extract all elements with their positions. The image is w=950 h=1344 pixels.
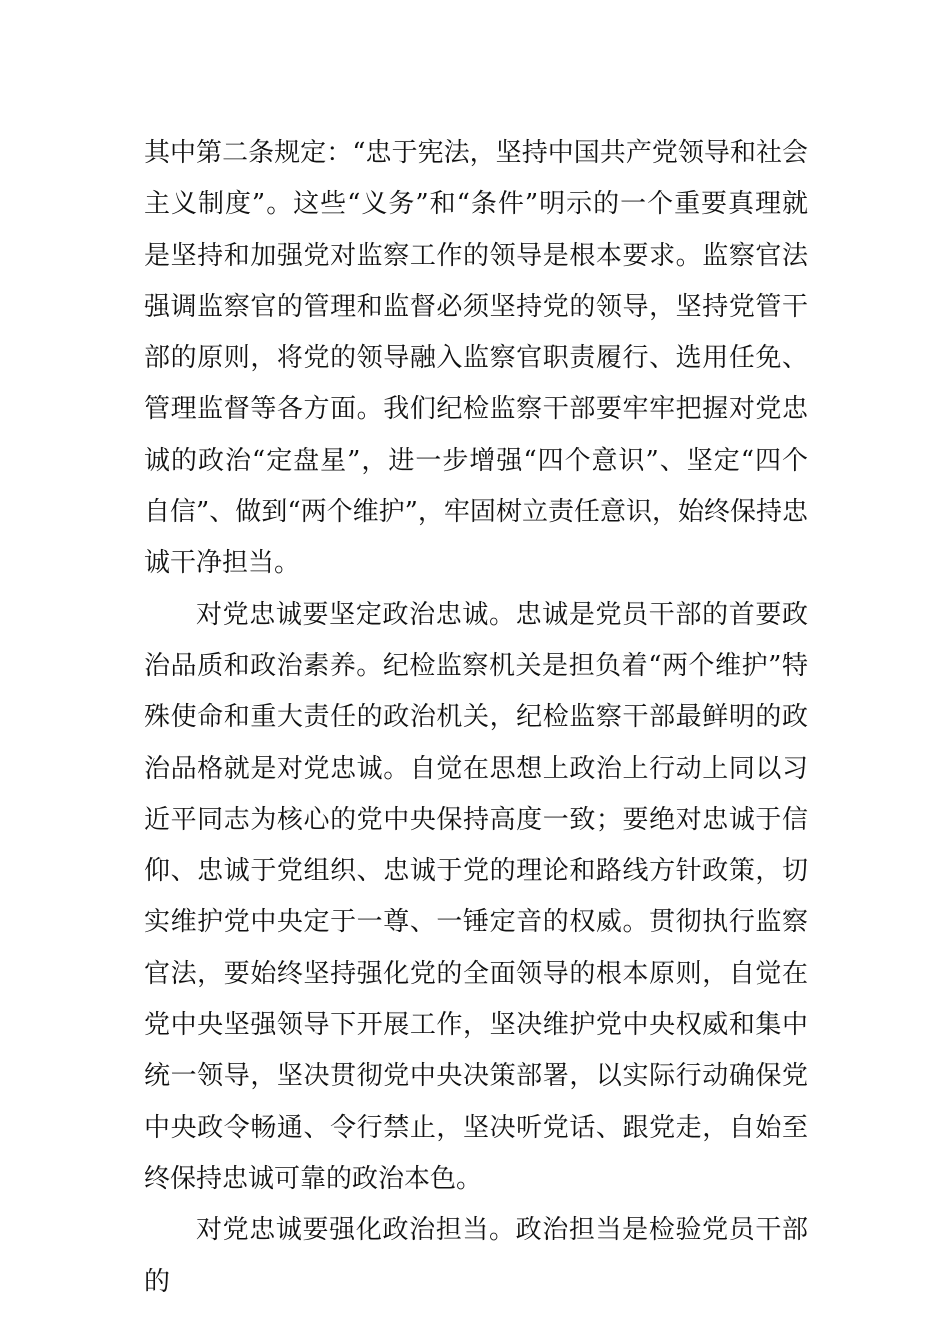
paragraph-continuation: 其中第二条规定：“忠于宪法，坚持中国共产党领导和社会主义制度”。这些“义务”和“条件”明示的一个重要真理就是坚持和加强党对监察工作的领导是根本要求。监察官法强调监察官的管理和监督必须坚持党的领导，坚持党管干部的原则，将党的领导融入监察官职责履行、选用任免、管理监督等各方面。我们纪检监察干部要牢牢把握对党忠诚的政治“定盘星”，进一步增强“四个意识”、坚定“四个自信”、做到“两个维护”，牢固树立责任意识，始终保持忠诚干净担当。 bbox=[144, 138, 808, 579]
document-body bbox=[144, 128, 808, 1308]
paragraph-political-loyalty: 对党忠诚要坚定政治忠诚。忠诚是党员干部的首要政治品质和政治素养。纪检监察机关是担负着“两个维护”特殊使命和重大责任的政治机关，纪检监察干部最鲜明的政治品格就是对党忠诚。自觉在思想上政治上行动上同以习近平同志为核心的党中央保持高度一致；要绝对忠诚于信仰、忠诚于党组织、忠诚于党的理论和路线方针政策，切实维护党中央定于一尊、一锤定音的权威。贯彻执行监察官法，要始终坚持强化党的全面领导的根本原则，自觉在党中央坚强领导下开展工作，坚决维护党中央权威和集中统一领导，坚决贯彻党中央决策部署，以实际行动确保党中央政令畅通、令行禁止，坚决听党话、跟党走，自始至终保持忠诚可靠的政治本色。 bbox=[144, 599, 808, 1194]
paragraph-political-responsibility: 对党忠诚要强化政治担当。政治担当是检验党员干部的 bbox=[144, 1215, 808, 1297]
